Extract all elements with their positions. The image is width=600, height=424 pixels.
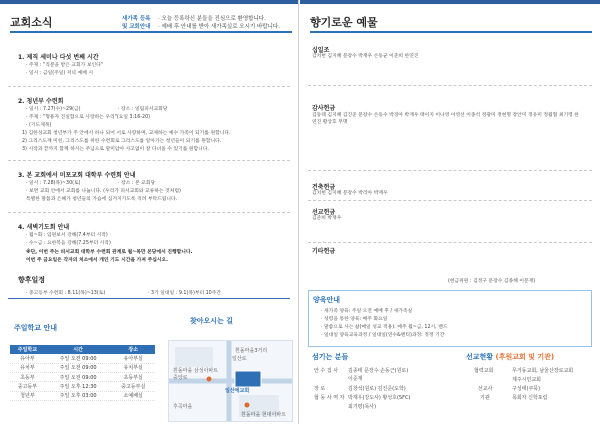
newcomer-note: 새가족 등록 · 오늘 등록하신 분들을 진심으로 환영합니다. 및 교회안내 · 예배 후 안내를 받아 새가족실로 오시기 바랍니다. <box>122 16 280 30</box>
offering-head: 건축헌금 <box>312 184 336 191</box>
table-row: 초등부 주일 오전 09:00 초등부실 <box>10 373 155 382</box>
title-rule <box>10 31 292 33</box>
news-item-title: 2. 청년부 수련회 <box>18 98 64 105</box>
offering-head: 기타헌금 <box>312 248 336 255</box>
table-row: 유아부 주일 오전 09:00 유아부실 <box>10 354 155 363</box>
mission-title: 선교현황 (후원교회 및 기관) <box>466 353 555 361</box>
table-row: 유치부 주일 오전 09:00 유치부실 <box>10 363 155 372</box>
news-item-title: 1. 제직 세미나 다섯 번째 시간 <box>18 54 99 61</box>
table-row: 청년부 주일 오후 03:00 소예배실 <box>10 391 155 400</box>
news-item-title: 4. 새벽기도회 안내 <box>18 224 70 231</box>
offering-head: 십일조 <box>312 47 330 54</box>
offering-head: 선교헌금 <box>312 209 336 216</box>
offering-note: (헌금위원 : 김정구 문장수 김종혜 이문재) <box>448 279 536 284</box>
right-page: 향기로운 예물 십일조 김치헌 김지혜 문장수 박재우 손동균 이준희 한연진 감사헌금 김동태 김지혜 김진준 문장수 손동수 박경아 박재우 태이지 이나영 이영선 이종석 정광미 정현명 장안미 정유미 정월협 최기령 한연진 황상호 무명 건축헌금 김치헌 김지혜 문장수 박리아 박재우 선교헌금 김준희 박재우 기타헌금 (헌금위원 : 김정구 문장수 김종혜 이문재) 양육안내 · 새가족 양육: 주일 오전 예배 후 / 새가족실 · 성령을 통한 양육: 매주 화요일 · 말씀으로 사는 삶(매일 성교 적용): 매주 월~금, 12시, 밴드 · 일대일 양육교육과정 / 일대일(연수&멘티)과정: 정정 기간 섬기는 분들 안 수 집 사 김종태 문장수 손동근(원로) 이준재 장 로 김창석(원로) 김진준(도학) 협 동 사 역 자 박재우(강도사) 황성호(SFC) 최기령(목사) 선교현황 (후원교회 및 기관) 협력교회 무거동교회, 남울산장로교회 제주시민교회 선교사 구성태(쿠묵) 기관 목회자 신학포럼 <box>300 0 600 424</box>
map-church-label: 일산에교회 <box>225 388 250 394</box>
left-page: 교회소식 새가족 등록 · 오늘 등록하신 분들을 진심으로 환영합니다. 및 교회안내 · 예배 후 안내를 받아 새가족실로 오시기 바랍니다. 1. 제직 세미나 다섯 번째 시간 · 주제 : "직분을 받은 교회가 보인다" · 일시 : 금일(주일) 저녁 예배 시 2. 청년부 수련회 · 일시 : 7.27(수)~29(금) · 장소 : 일림피서교회당 · 주제 : "형용자 진실함으로 사랑하는 우리"(요일 3:16-20) · (기도제목) 1) 김한성교회 청년부가 주 안에서 하나 되어 서로 사랑하며, 교제하는 예수 가족이 되기를 원합니다. 2) 그리스도께 미친, 그리스도를 위한 수련회로 그리스도를 알아가는 청년들이 되기를 원합니다. 3) 시작과 끝까지 함께 하시는 주님으로 말미암아 사고없이 잘 다녀올 수 있기를 원합니다. 3. 본 교회에서 미포교회 대학부 수련회 안내 · 일시 : 7.28(목)~30(토) · 장소 : 본 교회당 · 보면 교회 안에서 교회를 나눕니다. (우리가 피서교회와 교류하는 것처럼) 특별한 말씀과 은혜가 청년들의 가슴에 심겨지기도록 격려 부탁드립니다. 4. 새벽기도회 안내 · 월~화 : 임원보서 강해(7.4부터 시작) · 수~금 : 요한복음 강해(7.25부터 시작) ※단, 이번 주는 피서교회 대학부 수련회 관계로 월~목만 본당에서 진행합니다. 이번 주 금요일은 각자의 처소에서 개인 기도 시간을 가져 주십시오. 향후일정 · 중고등부 수련회 : 8.11(목)~13(토) · 3기 일대일 : 9.1(목)부터 10주간 주일학교 안내 주일학교 시간 장소 유아부 주일 오전 09:00 유아부실 유치부 주일 오전 09:00 유치부실 초등부 주일 오전 09:00 초등부실 중고등부 주일 오후 12:30 중고등부실 청년부 주일 오후 03:00 소예배실 찾아오시는 길 일산에교회 흰돌마을 삼성아파트 흰돌마을 현대아파트 후곡마을 흰돌마을3거리 중앙로 일산로 <box>0 0 299 424</box>
page-title: 향기로운 예물 <box>310 16 378 29</box>
training-title: 양육안내 <box>313 296 341 304</box>
map-title: 찾아오시는 길 <box>190 317 234 325</box>
offering-head: 감사헌금 <box>312 105 336 112</box>
sunday-school-title: 주일학교 안내 <box>14 324 58 332</box>
news-item-title: 3. 본 교회에서 미포교회 대학부 수련회 안내 <box>18 172 136 179</box>
training-box: 양육안내 · 새가족 양육: 주일 오전 예배 후 / 새가족실 · 성령을 통한 양육: 매주 화요일 · 말씀으로 사는 삶(매일 성교 적용): 매주 월~금, 12시, 밴드 · 일대일 양육교육과정 / 일대일(연수&멘티)과정: 정정 기간 <box>308 290 592 347</box>
top-bar <box>0 0 298 4</box>
sunday-school-table: 주일학교 시간 장소 유아부 주일 오전 09:00 유아부실 유치부 주일 오전 09:00 유치부실 초등부 주일 오전 09:00 초등부실 중고등부 주일 오후 12:30 중고등부실 청년부 주일 오후 03:00 소예배실 <box>10 345 155 401</box>
directions-map: 일산에교회 흰돌마을 삼성아파트 흰돌마을 현대아파트 후곡마을 흰돌마을3거리 중앙로 일산로 <box>168 340 293 422</box>
top-bar <box>300 0 600 4</box>
schedule-title: 향후일정 <box>18 276 46 284</box>
table-row: 중고등부 주일 오후 12:30 중고등부실 <box>10 382 155 391</box>
servers-title: 섬기는 분들 <box>312 353 349 361</box>
title-rule <box>310 31 592 33</box>
page-title: 교회소식 <box>10 16 53 29</box>
